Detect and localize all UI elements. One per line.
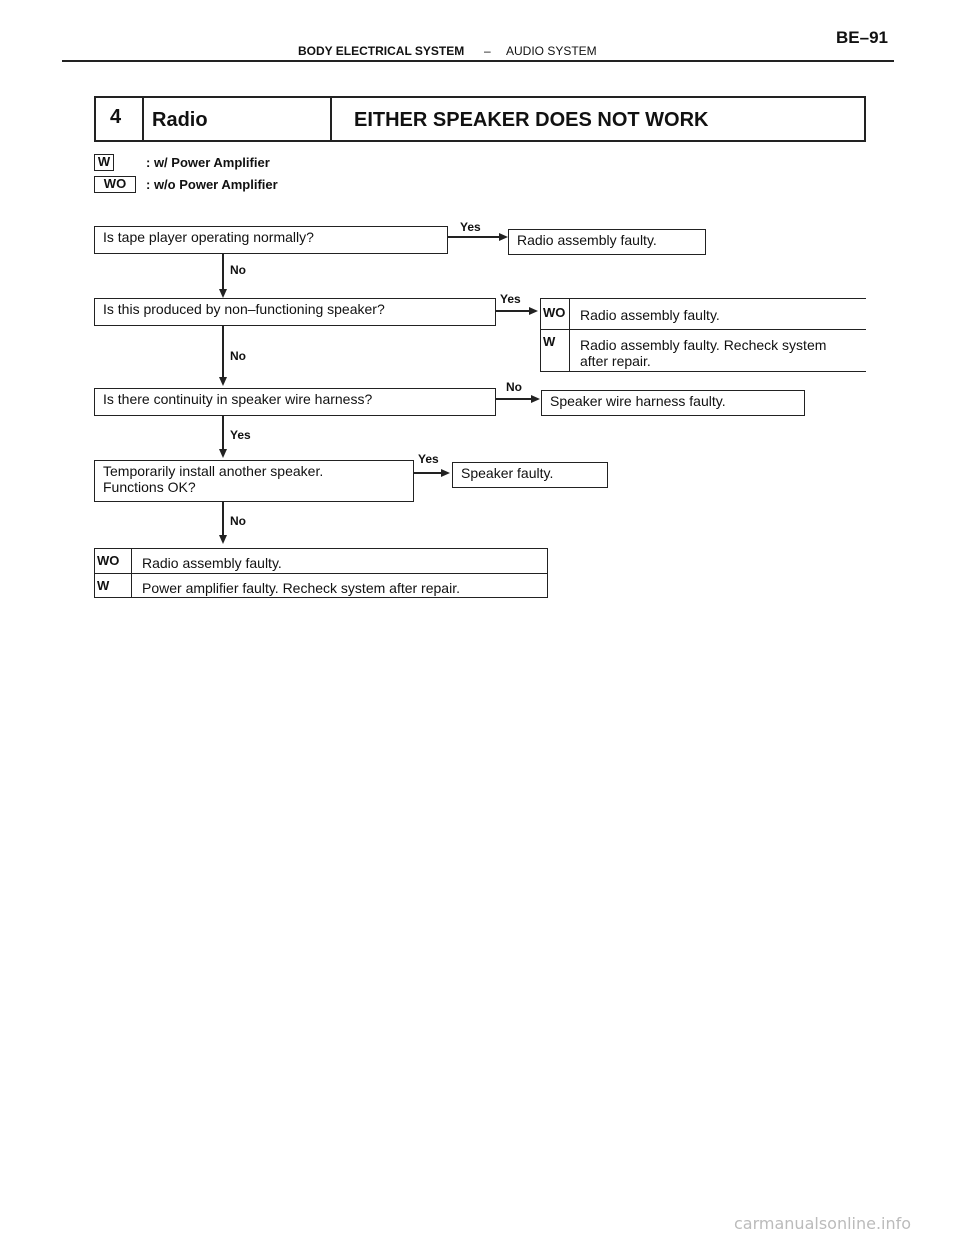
legend-wo-tag: WO: [94, 176, 136, 193]
result-4-box: [452, 462, 608, 488]
q4-yes-line: [414, 472, 442, 474]
q3-yes-label: Yes: [230, 428, 251, 442]
q3-no-line-h: [496, 398, 532, 400]
q3-yes-arrow: [219, 449, 227, 458]
q2-wo-result: Radio assembly faulty.: [580, 307, 720, 323]
q2-yes-label: Yes: [500, 292, 521, 306]
q2-w-result-line2: after repair.: [580, 353, 651, 369]
q1-no-label: No: [230, 263, 246, 277]
final-result-divider: [94, 573, 548, 574]
q3-no-label: No: [506, 380, 522, 394]
final-w-tag: W: [97, 578, 110, 593]
q3-no-arrow: [531, 395, 540, 403]
header-rule: [62, 60, 894, 62]
question-1-box: [94, 226, 448, 254]
q2-w-tag: W: [543, 334, 556, 349]
title-problem: EITHER SPEAKER DOES NOT WORK: [354, 109, 709, 131]
q2-wo-tag: WO: [543, 305, 566, 320]
question-2-text: Is this produced by non–functioning speaker?: [103, 301, 385, 317]
title-divider-1: [142, 98, 144, 140]
result-4-text: Speaker faulty.: [461, 465, 554, 481]
question-4-line1: Temporarily install another speaker.: [103, 463, 324, 479]
final-tag-divider: [131, 548, 132, 598]
title-divider-2: [330, 98, 332, 140]
title-category: Radio: [152, 109, 208, 131]
page-number: BE–91: [836, 28, 888, 47]
result-1-box: [508, 229, 706, 255]
question-4-line2: Functions OK?: [103, 479, 196, 495]
q2-yes-arrow: [529, 307, 538, 315]
q1-yes-line: [448, 236, 500, 238]
result-3-box: [541, 390, 805, 416]
header-separator: –: [484, 44, 491, 58]
q4-no-arrow: [219, 535, 227, 544]
q2-tag-divider: [569, 298, 570, 372]
q1-no-line: [222, 254, 224, 294]
question-3-box: [94, 388, 496, 416]
q4-yes-arrow: [441, 469, 450, 477]
q2-no-arrow: [219, 377, 227, 386]
q2-no-label: No: [230, 349, 246, 363]
final-w-result: Power amplifier faulty. Recheck system after repair.: [142, 580, 460, 596]
q2-result-divider: [540, 329, 866, 330]
question-2-box: [94, 298, 496, 326]
legend-wo-text: : w/o Power Amplifier: [146, 177, 278, 192]
subsection-title: AUDIO SYSTEM: [506, 44, 597, 58]
title-number: 4: [110, 106, 122, 128]
question-3-text: Is there continuity in speaker wire harness?: [103, 391, 373, 407]
footer-watermark: carmanualsonline.info: [734, 1214, 912, 1233]
q2-no-line: [222, 326, 224, 382]
final-wo-tag: WO: [97, 553, 120, 568]
question-1-text: Is tape player operating normally?: [103, 229, 314, 245]
q4-yes-label: Yes: [418, 452, 439, 466]
q2-yes-line: [496, 310, 530, 312]
question-4-box: [94, 460, 414, 502]
final-wo-result: Radio assembly faulty.: [142, 555, 282, 571]
result-1-text: Radio assembly faulty.: [517, 232, 657, 248]
q1-yes-arrow: [499, 233, 508, 241]
q1-no-arrow: [219, 289, 227, 298]
q1-yes-label: Yes: [460, 220, 481, 234]
q2-w-result-line1: Radio assembly faulty. Recheck system: [580, 337, 827, 353]
title-bar: [94, 96, 866, 142]
legend-w-tag: W: [94, 154, 114, 171]
result-3-text: Speaker wire harness faulty.: [550, 393, 726, 409]
q4-no-label: No: [230, 514, 246, 528]
section-title: BODY ELECTRICAL SYSTEM: [298, 44, 465, 58]
legend-w-text: : w/ Power Amplifier: [146, 155, 270, 170]
